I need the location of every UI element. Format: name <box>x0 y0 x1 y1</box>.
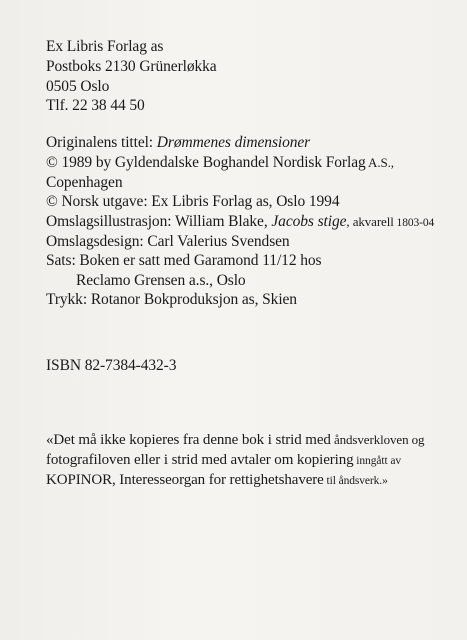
copyright-1-main: © 1989 by Gyldendalske Boghandel Nordisk Forlag <box>46 154 366 171</box>
notice-line-1 <box>46 431 424 449</box>
publisher-address-1: Postboks 2130 Grünerløkka <box>46 58 217 75</box>
notice-line-3-tail: til åndsverk.» <box>323 475 388 487</box>
typeset-line-2: Reclamo Grensen a.s., Oslo <box>76 272 246 289</box>
notice-line-2-main: fotografiloven eller i strid med avtaler om kopiering <box>46 452 354 468</box>
notice-line-2 <box>46 451 401 470</box>
notice-line-1-main: «Det må ikke kopieres fra denne bok i strid med <box>46 432 331 448</box>
copyright-line-1-city: Copenhagen <box>46 174 123 191</box>
notice-line-3 <box>46 471 388 490</box>
publisher-name: Ex Libris Forlag as <box>46 38 164 55</box>
copyright-line-2: © Norsk utgave: Ex Libris Forlag as, Oslo 1994 <box>46 193 340 210</box>
cover-design-line: Omslagsdesign: Carl Valerius Svendsen <box>46 233 290 250</box>
isbn: ISBN 82-7384-432-3 <box>46 357 177 374</box>
cover-illustration-title: Jacobs stige <box>271 213 347 230</box>
copyright-line-1 <box>46 154 394 172</box>
publisher-address-2: 0505 Oslo <box>46 78 110 95</box>
notice-line-1-tail: åndsverkloven og <box>330 432 425 447</box>
copyright-1-end: A.S., <box>365 155 394 170</box>
cover-illustration-tail: , akvarell <box>346 214 394 229</box>
publisher-phone: Tlf. 22 38 44 50 <box>46 97 145 114</box>
typeset-line-1: Sats: Boken er satt med Garamond 11/12 hos <box>46 252 322 269</box>
original-title: Drømmenes dimensioner <box>156 134 311 151</box>
notice-line-2-tail: inngått av <box>353 455 401 467</box>
original-title-line <box>46 134 310 152</box>
cover-illustration-line <box>46 213 434 232</box>
cover-illustration-years: 1803-04 <box>393 217 435 229</box>
print-line: Trykk: Rotanor Bokproduksjon as, Skien <box>46 291 297 308</box>
notice-line-3-main: KOPINOR, Interesseorgan for rettighetshavere <box>46 472 324 488</box>
cover-illustration-label: Omslagsillustrasjon: William Blake, <box>46 213 272 230</box>
original-title-label: Originalens tittel: <box>46 134 157 151</box>
